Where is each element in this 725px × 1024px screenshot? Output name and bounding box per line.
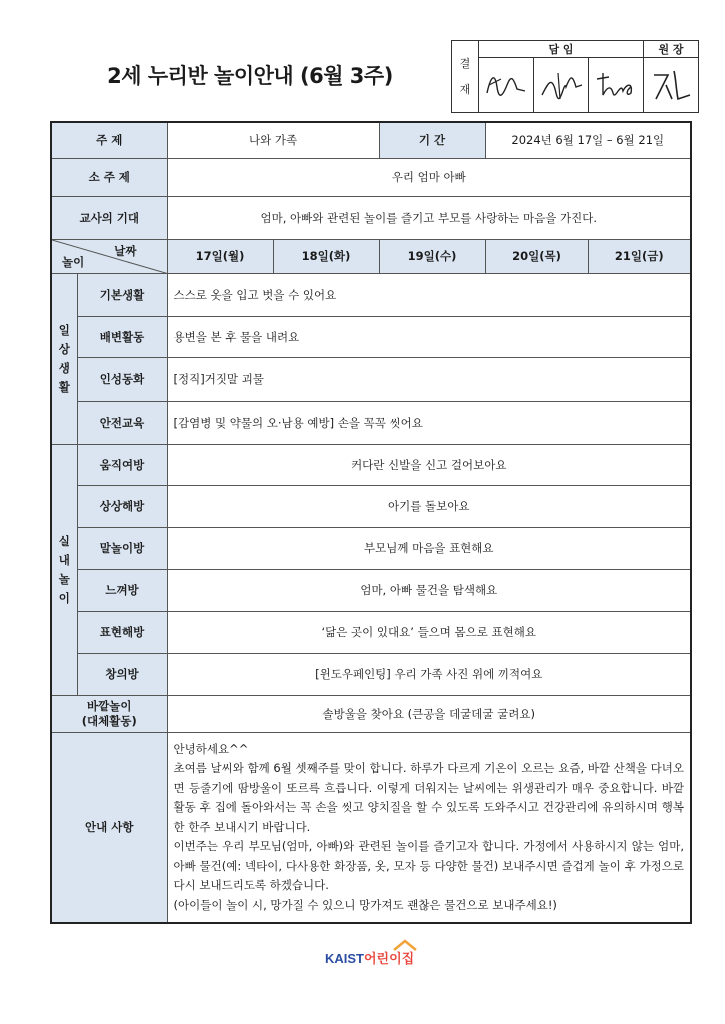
day-thu: 20일(목) — [485, 239, 588, 273]
row-content: 스스로 옷을 입고 벗을 수 있어요 — [167, 273, 691, 316]
subtopic-label: 소 주 제 — [51, 158, 167, 196]
teacher-signature-1 — [479, 58, 534, 113]
notice-label: 안내 사항 — [51, 732, 167, 923]
row-content: ‘닮은 곳이 있대요’ 들으며 몸으로 표현해요 — [167, 611, 691, 653]
day-tue: 18일(화) — [273, 239, 379, 273]
row-label: 창의방 — [77, 653, 167, 695]
row-content: 아기를 돌보아요 — [167, 485, 691, 527]
director-header: 원 장 — [644, 41, 699, 58]
period-label: 기 간 — [379, 122, 485, 158]
row-label: 상상해방 — [77, 485, 167, 527]
director-signature — [644, 58, 699, 113]
row-content: 용변을 본 후 물을 내려요 — [167, 316, 691, 357]
row-label: 인성동화 — [77, 357, 167, 401]
row-label: 느껴방 — [77, 569, 167, 611]
row-label: 움직여방 — [77, 444, 167, 485]
row-label: 표현해방 — [77, 611, 167, 653]
teacher-signature-2 — [534, 58, 589, 113]
row-label: 안전교육 — [77, 401, 167, 444]
notice-content — [167, 732, 691, 923]
approval-box — [451, 40, 699, 113]
notice-paragraph: 초여름 날씨와 함께 6월 셋째주를 맞이 합니다. 하루가 다르게 기온이 오르는 요즘, 바깥 산책을 다녀오면 등줄기에 땀방울이 또르륵 흐릅니다. 이렇게 더워지는 날씨에는 위생관리가 매우 중요합니다. 바깥활동 후 집에 돌아와서는 꼭 손을 씻고 양치질을 할 수 있도록 도와주시고 건강관리에 유의하시며 행복한 한주 보내시기 바랍니다. — [173, 761, 685, 834]
teacher-header: 담 임 — [479, 41, 644, 58]
row-label: 말놀이방 — [77, 527, 167, 569]
expectation-value: 엄마, 아빠와 관련된 놀이를 즐기고 부모를 사랑하는 마음을 가진다. — [167, 196, 691, 239]
daily-life-group: 일 상 생 활 — [51, 273, 77, 444]
outdoor-content: 솔방울을 찾아요 (큰공을 데굴데굴 굴려요) — [167, 695, 691, 732]
day-mon: 17일(월) — [167, 239, 273, 273]
row-label: 배변활동 — [77, 316, 167, 357]
topic-label: 주 제 — [51, 122, 167, 158]
row-content: [정직]거짓말 괴물 — [167, 357, 691, 401]
period-value: 2024년 6월 17일 – 6월 21일 — [485, 122, 691, 158]
topic-value: 나와 가족 — [167, 122, 379, 158]
indoor-play-group: 실 내 놀 이 — [51, 444, 77, 695]
row-content: 엄마, 아빠 물건을 탐색해요 — [167, 569, 691, 611]
play-plan-table — [50, 121, 692, 924]
page-title: 2세 누리반 놀이안내 (6월 3주) — [107, 64, 393, 88]
notice-paragraph: (아이들이 놀이 시, 망가질 수 있으니 망가져도 괜찮은 물건으로 보내주세요!) — [173, 897, 557, 912]
teacher-signature-3 — [589, 58, 644, 113]
day-fri: 21일(금) — [588, 239, 691, 273]
subtopic-value: 우리 엄마 아빠 — [167, 158, 691, 196]
date-play-header: 날짜 놀이 — [51, 239, 167, 273]
expectation-label: 교사의 기대 — [51, 196, 167, 239]
kaist-kindergarten-logo: KAIST어린이집 — [325, 948, 414, 968]
notice-paragraph: 이번주는 우리 부모님(엄마, 아빠)와 관련된 놀이를 즐기고자 합니다. 가정에서 사용하시지 않는 엄마, 아빠 물건(예: 넥타이, 다사용한 화장품, 옷, 모자 등 다양한 물건) 보내주시면 즐겁게 놀이 후 가정으로 다시 보내드리도록 하겠습니다. — [173, 839, 685, 892]
row-content: 커다란 신발을 신고 걸어보아요 — [167, 444, 691, 485]
day-wed: 19일(수) — [379, 239, 485, 273]
row-label: 기본생활 — [77, 273, 167, 316]
row-content: 부모님께 마음을 표현해요 — [167, 527, 691, 569]
notice-paragraph: 안녕하세요^^ — [173, 741, 249, 756]
house-roof-icon — [392, 939, 418, 951]
outdoor-label: 바깥놀이 (대체활동) — [51, 695, 167, 732]
row-content: [윈도우페인팅] 우리 가족 사진 위에 끼적여요 — [167, 653, 691, 695]
row-content: [감염병 및 약물의 오·남용 예방] 손을 꼭꼭 씻어요 — [167, 401, 691, 444]
approval-label: 결 재 — [452, 41, 479, 113]
